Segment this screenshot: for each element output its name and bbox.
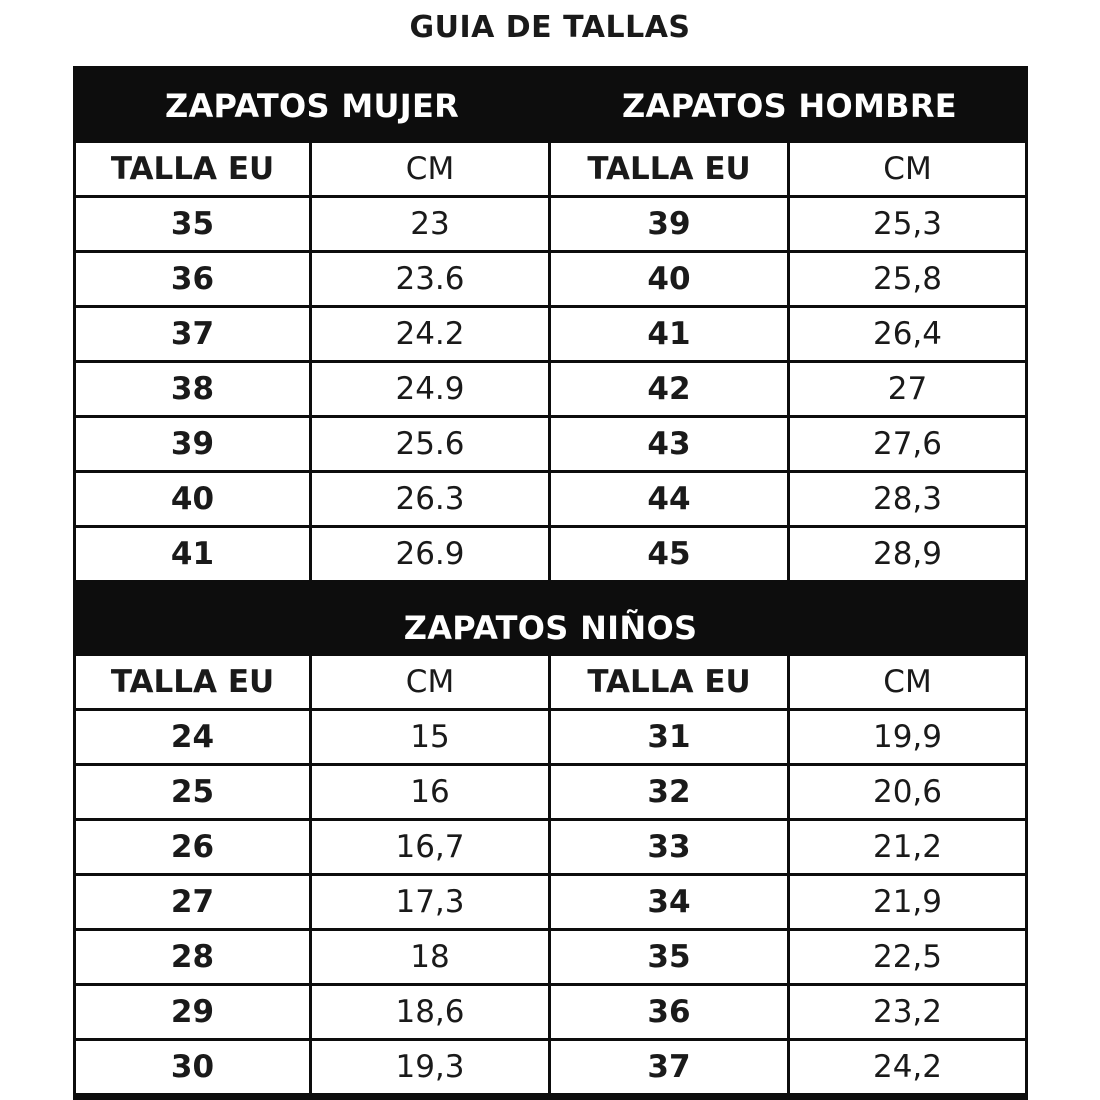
size-eu-cell: 24 bbox=[76, 711, 309, 763]
size-eu-cell: 32 bbox=[551, 766, 787, 818]
cm-cell: 23,2 bbox=[790, 986, 1025, 1038]
cm-cell: 21,2 bbox=[790, 821, 1025, 873]
cm-cell: 23.6 bbox=[312, 253, 548, 305]
cm-cell: 28,9 bbox=[790, 528, 1025, 580]
size-eu-cell: 33 bbox=[551, 821, 787, 873]
size-eu-cell: 36 bbox=[76, 253, 309, 305]
cm-cell: 16 bbox=[312, 766, 548, 818]
kids-size-table bbox=[73, 581, 1028, 1096]
cm-cell: 24,2 bbox=[790, 1041, 1025, 1093]
size-eu-cell: 28 bbox=[76, 931, 309, 983]
cm-cell: 26,4 bbox=[790, 308, 1025, 360]
size-eu-cell: 44 bbox=[551, 473, 787, 525]
column-header-cm: CM bbox=[312, 656, 548, 708]
kids-shoes-heading: ZAPATOS NIÑOS bbox=[73, 581, 1028, 656]
size-eu-cell: 41 bbox=[76, 528, 309, 580]
size-eu-cell: 37 bbox=[551, 1041, 787, 1093]
size-eu-cell: 40 bbox=[76, 473, 309, 525]
cm-cell: 28,3 bbox=[790, 473, 1025, 525]
cm-cell: 24.9 bbox=[312, 363, 548, 415]
cm-cell: 25.6 bbox=[312, 418, 548, 470]
men-shoes-heading: ZAPATOS HOMBRE bbox=[551, 66, 1028, 143]
size-eu-cell: 30 bbox=[76, 1041, 309, 1093]
cm-cell: 25,3 bbox=[790, 198, 1025, 250]
cm-cell: 22,5 bbox=[790, 931, 1025, 983]
cm-cell: 16,7 bbox=[312, 821, 548, 873]
size-eu-cell: 39 bbox=[551, 198, 787, 250]
cm-cell: 15 bbox=[312, 711, 548, 763]
column-header-size-eu: TALLA EU bbox=[76, 143, 309, 195]
cm-cell: 26.9 bbox=[312, 528, 548, 580]
column-header-size-eu: TALLA EU bbox=[551, 656, 787, 708]
cm-cell: 18,6 bbox=[312, 986, 548, 1038]
size-eu-cell: 39 bbox=[76, 418, 309, 470]
cm-cell: 21,9 bbox=[790, 876, 1025, 928]
size-eu-cell: 43 bbox=[551, 418, 787, 470]
size-eu-cell: 40 bbox=[551, 253, 787, 305]
cm-cell: 25,8 bbox=[790, 253, 1025, 305]
page-title: GUIA DE TALLAS bbox=[409, 10, 691, 45]
cm-cell: 19,3 bbox=[312, 1041, 548, 1093]
cm-cell: 26.3 bbox=[312, 473, 548, 525]
women-shoes-heading: ZAPATOS MUJER bbox=[73, 66, 551, 143]
size-eu-cell: 38 bbox=[76, 363, 309, 415]
size-eu-cell: 36 bbox=[551, 986, 787, 1038]
size-eu-cell: 27 bbox=[76, 876, 309, 928]
size-eu-cell: 45 bbox=[551, 528, 787, 580]
column-header-cm: CM bbox=[790, 656, 1025, 708]
cm-cell: 19,9 bbox=[790, 711, 1025, 763]
size-eu-cell: 25 bbox=[76, 766, 309, 818]
column-header-cm: CM bbox=[312, 143, 548, 195]
cm-cell: 17,3 bbox=[312, 876, 548, 928]
cm-cell: 20,6 bbox=[790, 766, 1025, 818]
column-header-size-eu: TALLA EU bbox=[76, 656, 309, 708]
size-eu-cell: 41 bbox=[551, 308, 787, 360]
size-eu-cell: 35 bbox=[76, 198, 309, 250]
cm-cell: 23 bbox=[312, 198, 548, 250]
cm-cell: 18 bbox=[312, 931, 548, 983]
size-eu-cell: 31 bbox=[551, 711, 787, 763]
cm-cell: 27 bbox=[790, 363, 1025, 415]
column-header-size-eu: TALLA EU bbox=[551, 143, 787, 195]
cm-cell: 24.2 bbox=[312, 308, 548, 360]
size-eu-cell: 34 bbox=[551, 876, 787, 928]
size-eu-cell: 29 bbox=[76, 986, 309, 1038]
cm-cell: 27,6 bbox=[790, 418, 1025, 470]
size-eu-cell: 35 bbox=[551, 931, 787, 983]
size-eu-cell: 37 bbox=[76, 308, 309, 360]
column-header-cm: CM bbox=[790, 143, 1025, 195]
adult-size-table bbox=[73, 66, 1028, 583]
size-eu-cell: 42 bbox=[551, 363, 787, 415]
size-eu-cell: 26 bbox=[76, 821, 309, 873]
